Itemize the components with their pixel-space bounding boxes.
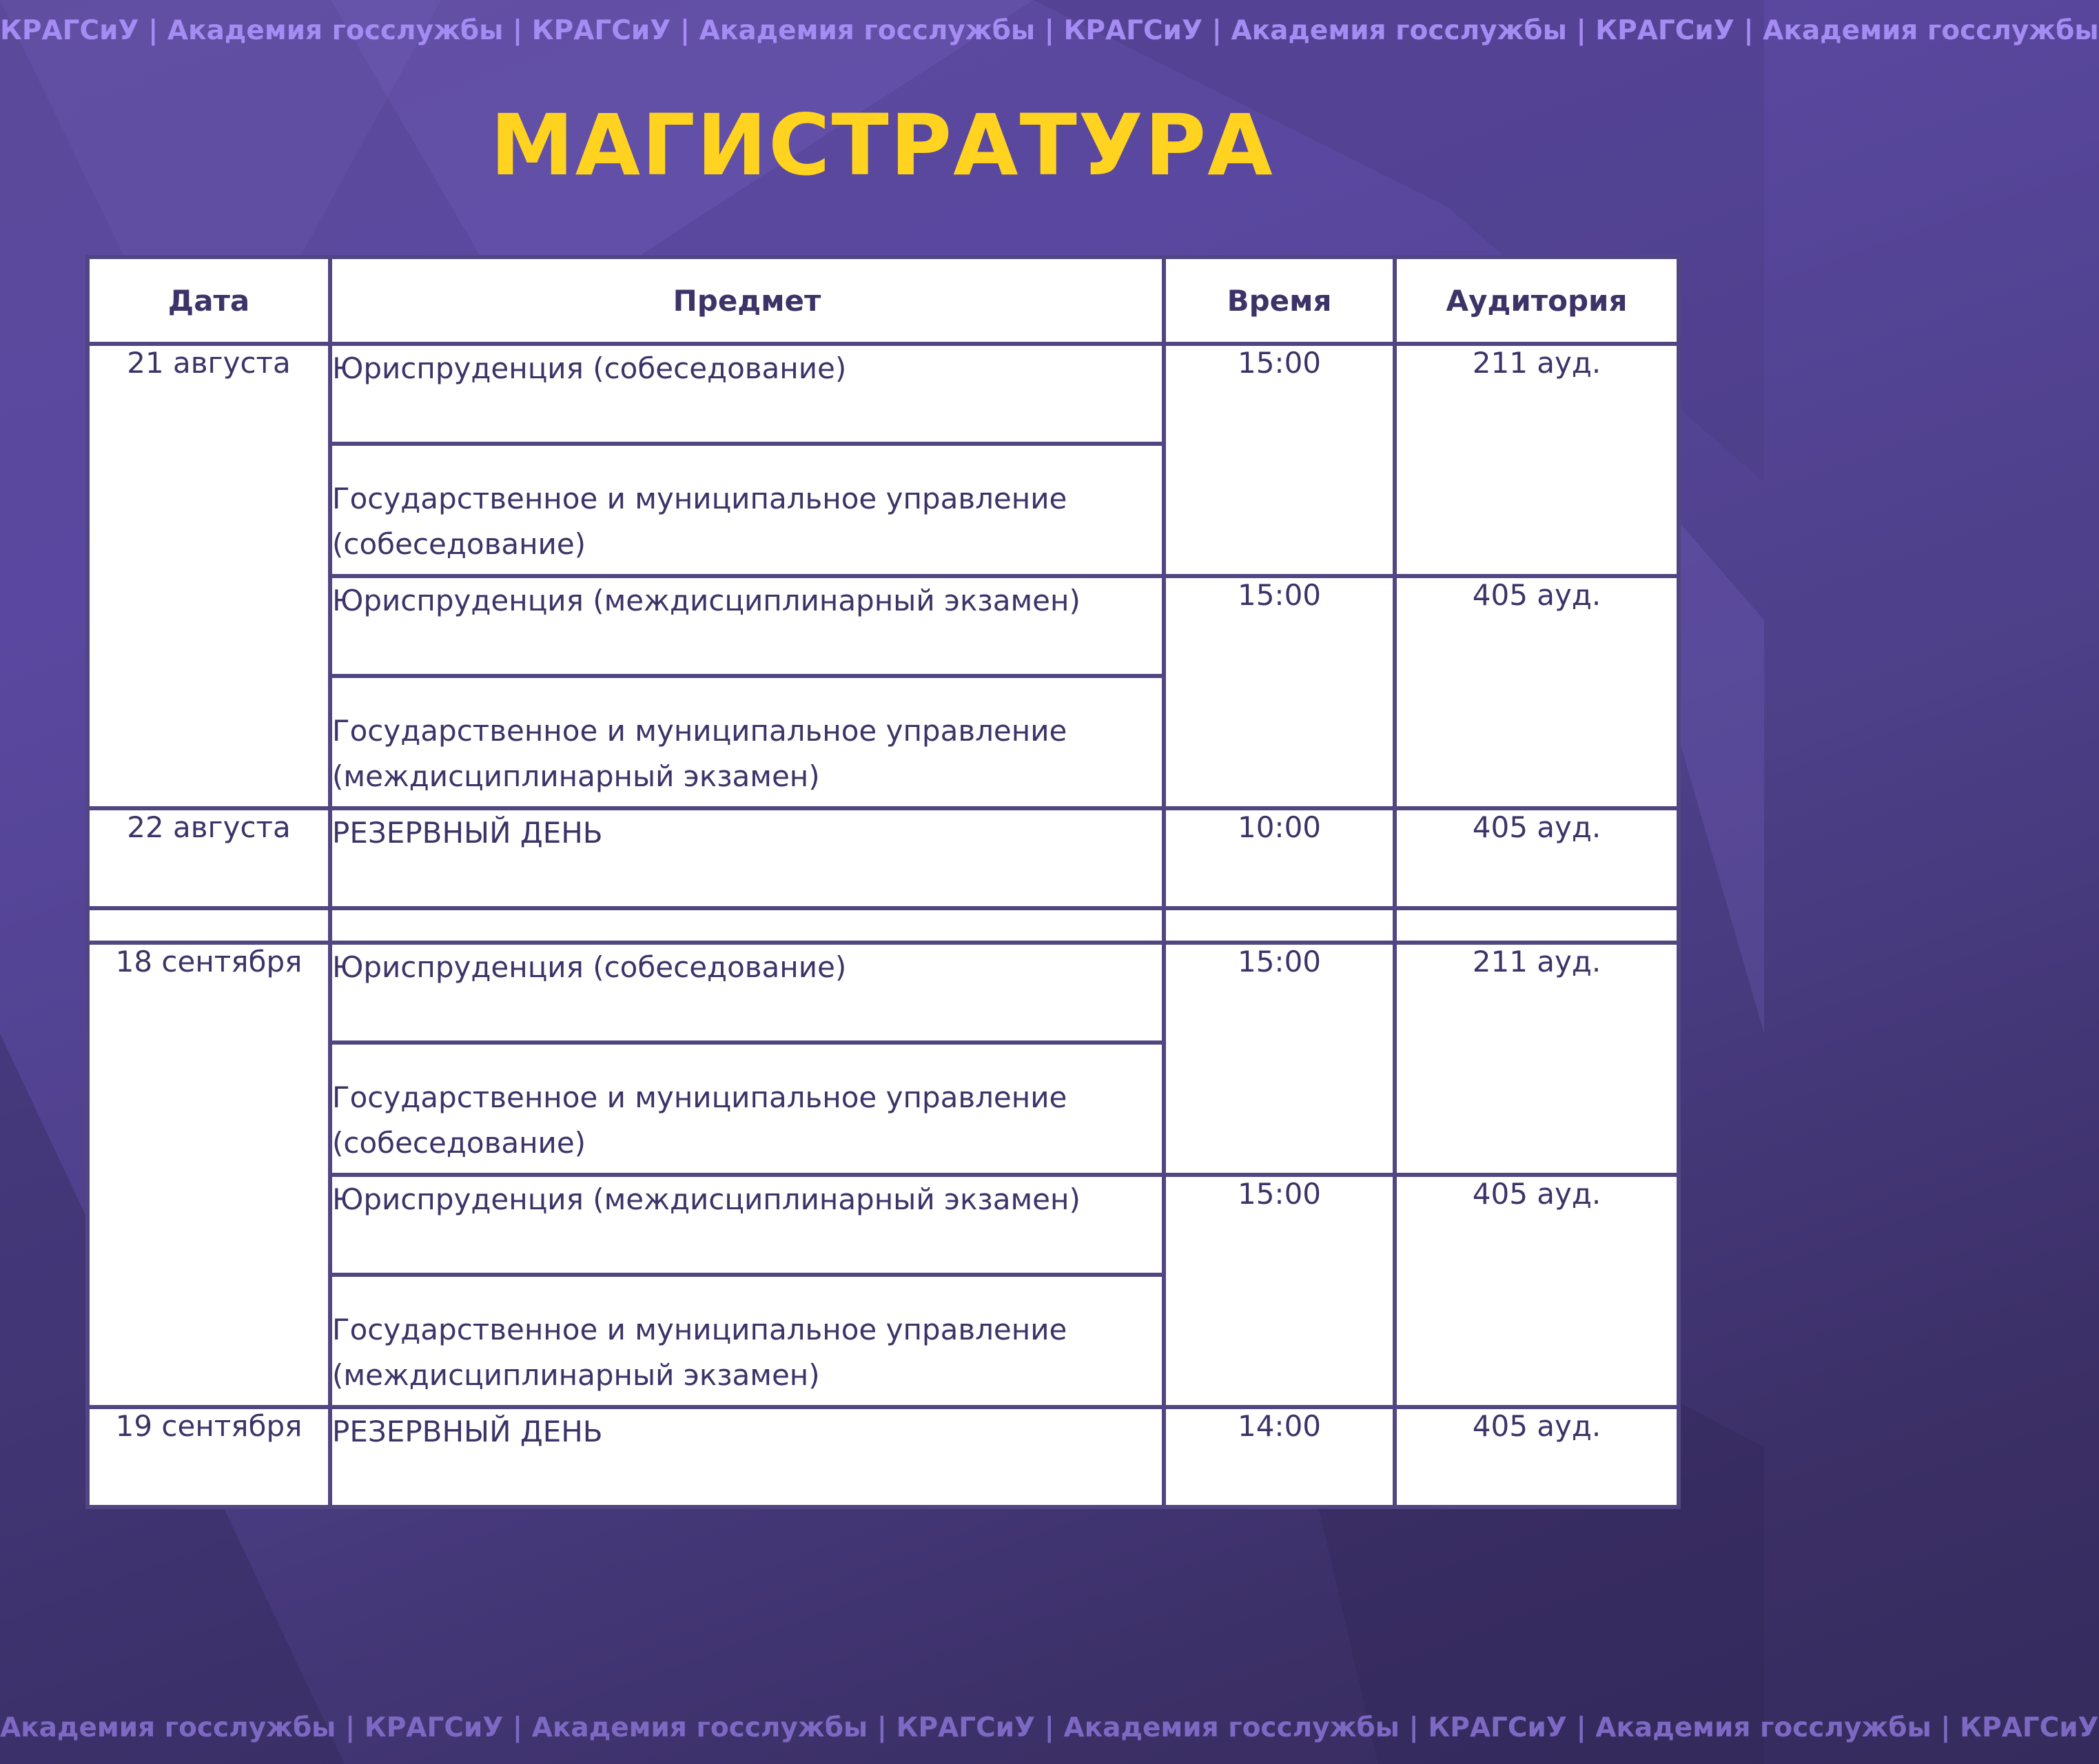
subject-cell: Государственное и муниципальное управление (собеседование) (330, 1043, 1164, 1175)
time-cell: 10:00 (1164, 808, 1395, 908)
table-row-reserve (88, 808, 1679, 908)
spacer-cell (330, 908, 1164, 943)
date-cell: 18 сентября (88, 943, 330, 1407)
spacer-cell (1395, 908, 1679, 943)
date-cell: 22 августа (88, 808, 330, 908)
room-cell: 405 ауд. (1395, 1175, 1679, 1407)
date-cell: 21 августа (88, 344, 330, 808)
spacer-cell (88, 908, 330, 943)
time-cell: 15:00 (1164, 344, 1395, 576)
subject-cell: Юриспруденция (междисциплинарный экзамен) (330, 576, 1164, 676)
subject-cell: РЕЗЕРВНЫЙ ДЕНЬ (330, 1407, 1164, 1507)
room-cell: 405 ауд. (1395, 576, 1679, 808)
table-row-spacer (88, 908, 1679, 943)
table-row-reserve (88, 1407, 1679, 1507)
subject-cell: Государственное и муниципальное управление (собеседование) (330, 444, 1164, 576)
room-cell: 211 ауд. (1395, 344, 1679, 576)
header-room: Аудитория (1395, 257, 1679, 344)
subject-cell: Юриспруденция (собеседование) (330, 943, 1164, 1043)
date-cell: 19 сентября (88, 1407, 330, 1507)
time-cell: 15:00 (1164, 943, 1395, 1175)
time-cell: 14:00 (1164, 1407, 1395, 1507)
spacer-cell (1164, 908, 1395, 943)
subject-cell: Государственное и муниципальное управление (междисциплинарный экзамен) (330, 676, 1164, 808)
top-ticker: КРАГСиУ | Академия госслужбы | КРАГСиУ | Академия госслужбы | КРАГСиУ | Академия госслужбы | КРАГСиУ | Академия госслужбы (0, 15, 2099, 46)
table-header-row (88, 257, 1679, 344)
page-title: МАГИСТРАТУРА (490, 96, 1274, 194)
room-cell: 405 ауд. (1395, 1407, 1679, 1507)
room-cell: 405 ауд. (1395, 808, 1679, 908)
subject-cell: РЕЗЕРВНЫЙ ДЕНЬ (330, 808, 1164, 908)
time-cell: 15:00 (1164, 1175, 1395, 1407)
bottom-ticker: Академия госслужбы | КРАГСиУ | Академия госслужбы | КРАГСиУ | Академия госслужбы | КРАГСиУ | Академия госслужбы | КРАГСиУ (0, 1712, 2099, 1743)
room-cell: 211 ауд. (1395, 943, 1679, 1175)
header-subject: Предмет (330, 257, 1164, 344)
header-time: Время (1164, 257, 1395, 344)
header-date: Дата (88, 257, 330, 344)
subject-cell: Юриспруденция (междисциплинарный экзамен) (330, 1175, 1164, 1275)
table-row (88, 943, 1679, 1043)
table-row (88, 344, 1679, 444)
subject-cell: Государственное и муниципальное управление (междисциплинарный экзамен) (330, 1275, 1164, 1407)
subject-cell: Юриспруденция (собеседование) (330, 344, 1164, 444)
schedule-table (85, 255, 1681, 1509)
time-cell: 15:00 (1164, 576, 1395, 808)
